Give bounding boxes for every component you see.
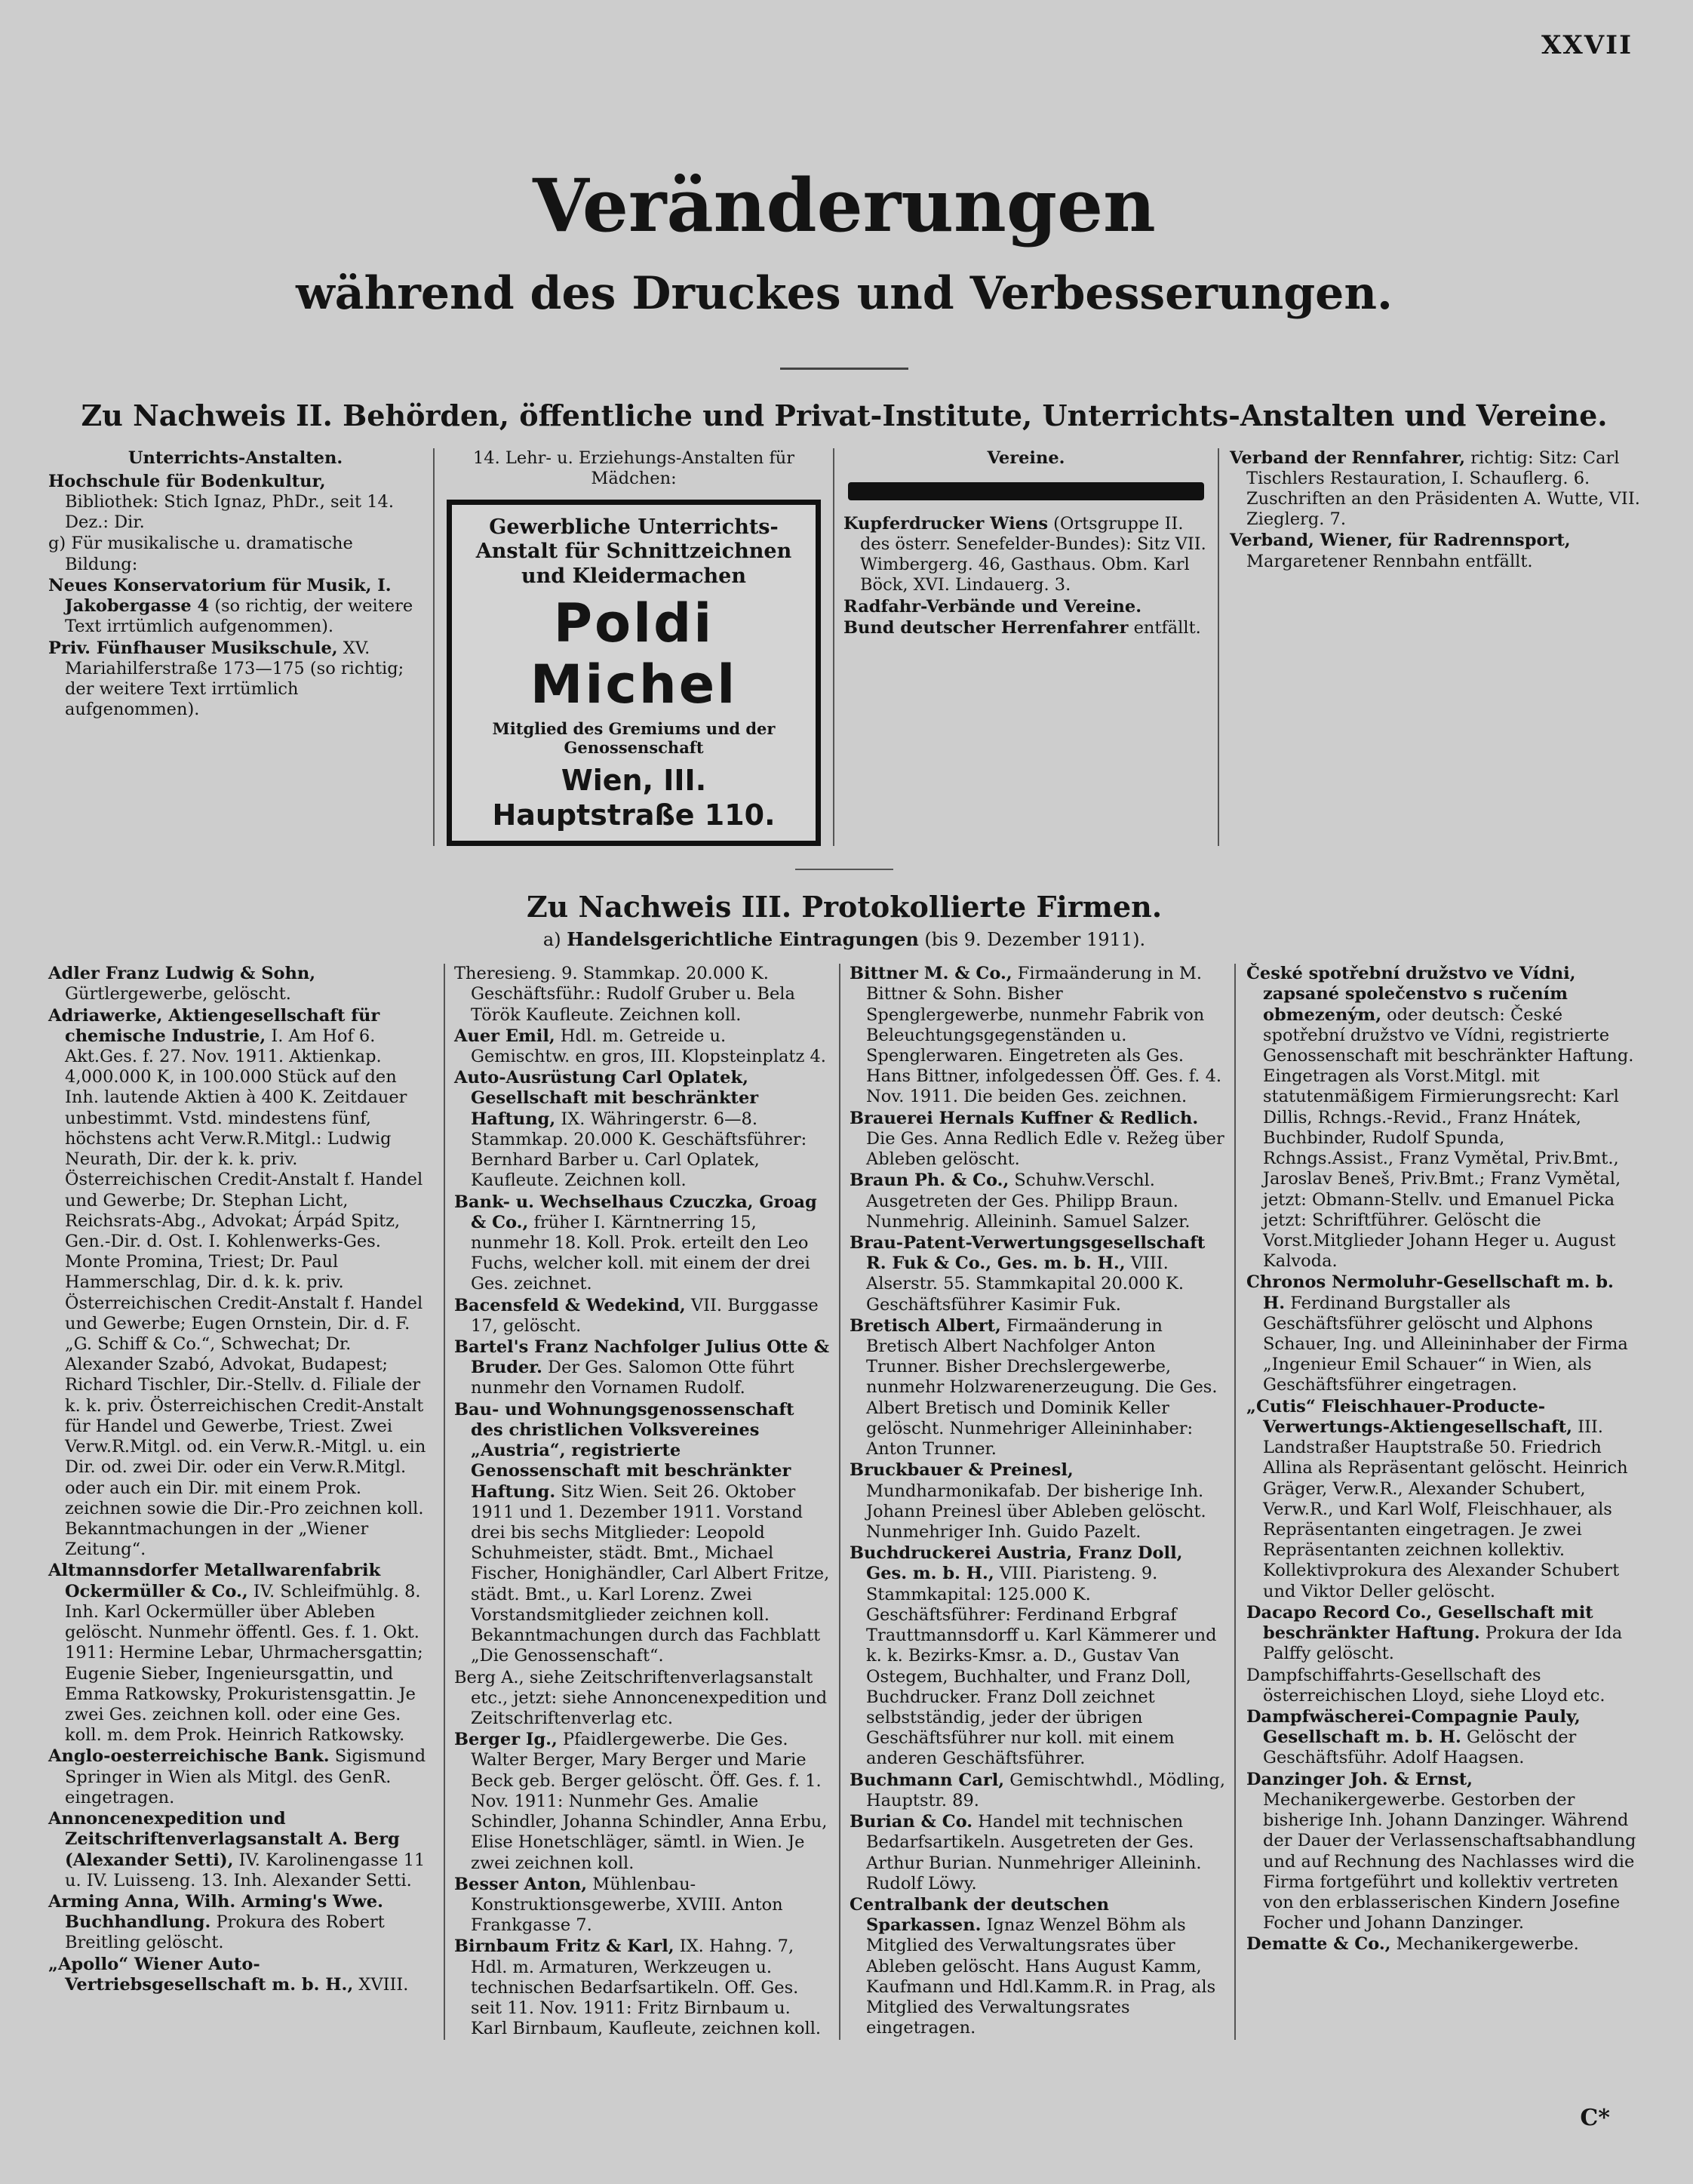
- entry: [454, 1730, 830, 1874]
- entry: [850, 1543, 1225, 1769]
- entry-text: XV. Mariahilferstraße 173—175 (so richtig; der weitere Text irrtümlich aufgenommen).: [65, 638, 404, 720]
- entry-list: [48, 964, 435, 1995]
- entry: [850, 1170, 1225, 1232]
- entry-text: Mühlenbau-Konstruktionsgewerbe, XVIII. Anton Frankgasse 7.: [471, 1874, 783, 1936]
- entry: [850, 1316, 1225, 1460]
- entry: [48, 1809, 435, 1891]
- entry: [850, 964, 1225, 1108]
- entry-text: IV. Karolinengasse 11 u. IV. Luisseng. 13. Inh. Alexander Setti.: [65, 1850, 426, 1890]
- entry: [454, 1296, 830, 1337]
- entry-name: Hochschule für Bodenkultur,: [48, 471, 326, 491]
- entry-name: Burian & Co.: [850, 1812, 973, 1832]
- entry-name: Adler Franz Ludwig & Sohn,: [48, 964, 316, 984]
- ad-line-3: Mitglied des Gremiums und der Genossenschaft: [492, 719, 776, 758]
- divider: [795, 869, 893, 870]
- entry-text: Mundharmonikafab. Der bisherige Inh. Johann Preinesl über Ableben gelöscht. Nunmehriger Inh. Guido Pazelt.: [866, 1481, 1206, 1543]
- entry-text: Pfaidlergewerbe. Die Ges. Walter Berger, Mary Berger und Marie Beck geb. Berger gelöscht. Öff. Ges. f. 1. Nov. 1911: Nunmehr Ges. Amalie Schindler, Johanna Schindler, Anna Erbu, Elise Honetschläger, sämtl. in Wien. Je zwei zeichnen koll.: [471, 1730, 828, 1873]
- entry-text: IX. Hahng. 7, Hdl. m. Armaturen, Werkzeugen u. technischen Bedarfsartikeln. Off. Ges. seit 11. Nov. 1911: Fritz Birnbaum u. Karl Birnbaum, Kaufleute, zeichnen koll.: [471, 1936, 822, 2039]
- black-bar: [848, 482, 1204, 500]
- entry: [454, 1337, 830, 1399]
- entry-name: České spotřební družstvo ve Vídni, zapsané společenstvo s ručením obmezeným,: [1246, 964, 1576, 1025]
- entry-name: Dacapo Record Co., Gesellschaft mit beschränkter Haftung.: [1246, 1602, 1593, 1644]
- page-subtitle: während des Druckes und Verbesserungen.: [296, 267, 1393, 320]
- section-2-col-2: [433, 448, 833, 846]
- entry-name: Buchdruckerei Austria, Franz Doll, Ges. m. b. H.,: [850, 1543, 1183, 1584]
- entry: [843, 597, 1209, 617]
- entry: [48, 534, 422, 574]
- entry-name: Bruckbauer & Preinesl,: [850, 1460, 1074, 1481]
- entry: [454, 1026, 830, 1067]
- entry-name: Besser Anton,: [454, 1874, 588, 1894]
- column-heading: 14. Lehr- u. Erziehungs-Anstalten für Mädchen:: [472, 448, 795, 488]
- entry-text: Prokura der Ida Palffy gelöscht.: [1263, 1623, 1623, 1664]
- entry-list: [1230, 448, 1640, 572]
- entry-text: (Ortsgruppe II. des österr. Senefelder-Bundes): Sitz VII. Wimbergerg. 46, Gasthaus. Obm. Karl Böck, XVI. Lindauerg. 3.: [860, 513, 1206, 595]
- entry-name: Auto-Ausrüstung Carl Oplatek, Gesellschaft mit beschränkter Haftung,: [454, 1068, 759, 1129]
- entry: [1246, 1272, 1640, 1395]
- entry-name: Braun Ph. & Co.,: [850, 1170, 1009, 1191]
- entry: [843, 514, 1209, 596]
- entry-text: XVIII.: [353, 1974, 409, 1995]
- entry-text: III. Landstraßer Hauptstraße 50. Friedrich Allina als Repräsentant gelöscht. Heinrich Gräger, Verw.R., Alexander Schubert, Verw.R., und Karl Wolf, Fleischhauer, als Repräsentanten eingetragen. Je zwei Repräsentanten zeichnen kollektiv. Kollektivprokura des Alexander Schubert und Viktor Deller gelöscht.: [1263, 1417, 1628, 1601]
- entry-text: Dampfschiffahrts-Gesellschaft des österreichischen Lloyd, siehe Lloyd etc.: [1246, 1665, 1605, 1706]
- entry-name: Anglo-oesterreichische Bank.: [48, 1746, 330, 1767]
- subheading-prefix: a): [542, 929, 561, 951]
- entry: [454, 964, 830, 1026]
- entry: [48, 1955, 435, 1995]
- entry-name: Brau-Patent-Verwertungsgesellschaft R. Fuk & Co., Ges. m. b. H.,: [850, 1232, 1206, 1274]
- entry-name: Bund deutscher Herrenfahrer: [843, 617, 1129, 638]
- entry: [850, 1812, 1225, 1894]
- entry-text: Hdl. m. Getreide u. Gemischtw. en gros, III. Klopsteinplatz 4.: [471, 1026, 826, 1066]
- entry: [1246, 1934, 1640, 1955]
- entry-text: VII. Burggasse 17, gelöscht.: [471, 1295, 819, 1336]
- entry-text: Sitz Wien. Seit 26. Oktober 1911 und 1. Dezember 1911. Vorstand drei bis sechs Mitglieder: Leopold Schuhmeister, städt. Bmt., Michael Fischer, Honighändler, Carl Albert Fritze, städt. Bmt., u. Karl Lorenz. Zwei Vorstandsmitglieder zeichnen koll. Bekanntmachungen durch das Fachblatt „Die Genossenschaft“.: [471, 1481, 830, 1666]
- entry-name: Neues Konservatorium für Musik, I. Jakobergasse 4: [48, 575, 392, 617]
- entry-text: Firmaänderung in M. Bittner & Sohn. Bisher Spenglergewerbe, nunmehr Fabrik von Beleuchtungsgegenständen u. Spenglerwaren. Eingetreten als Ges. Hans Bittner, infolgedessen Öff. Ges. f. 4. Nov. 1911. Die beiden Ges. zeichnen.: [866, 964, 1222, 1107]
- entry-name: Bartel's Franz Nachfolger Julius Otte & Bruder.: [454, 1337, 830, 1378]
- section-2-col-1: [48, 448, 433, 846]
- entry-text: Mechanikergewerbe.: [1390, 1934, 1579, 1955]
- section-2-columns: [48, 448, 1640, 846]
- column-heading: Vereine.: [987, 448, 1065, 468]
- section-2-col-3: [833, 448, 1218, 846]
- entry: [48, 1746, 435, 1808]
- entry-name: „Apollo“ Wiener Auto-Vertriebsgesellschaft m. b. H.,: [48, 1954, 354, 1995]
- entry-list: [850, 964, 1225, 2038]
- section-3-col-2: [444, 964, 839, 2040]
- entry-name: Bau- und Wohnungsgenossenschaft des christlichen Volksvereines „Austria“, registrierte Genossenschaft mit beschränkter Haftung.: [454, 1399, 794, 1502]
- entry-name: Verband, Wiener, für Radrennsport,: [1230, 531, 1571, 551]
- entry-text: Berg A., siehe Zeitschriftenverlagsanstalt etc., jetzt: siehe Annoncenexpedition und Zeitschriftenverlag etc.: [454, 1667, 828, 1728]
- entry-text: Ferdinand Burgstaller als Geschäftsführer gelöscht und Alphons Schauer, Ing. und Alleininhaber der Firma „Ingenieur Emil Schauer“ in Wien, als Geschäftsführer eingetragen.: [1263, 1293, 1628, 1395]
- entry-name: Arming Anna, Wilh. Arming's Wwe. Buchhandlung.: [48, 1891, 383, 1933]
- entry-name: Verband der Rennfahrer,: [1230, 448, 1466, 468]
- entry: [48, 472, 422, 534]
- entry: [850, 1770, 1225, 1811]
- footer-mark: C*: [1580, 2105, 1610, 2131]
- entry-name: Bittner M. & Co.,: [850, 964, 1012, 984]
- entry: [1246, 1707, 1640, 1769]
- entry-text: richtig: Sitz: Carl Tischlers Restauration, I. Schauflerg. 6. Zuschriften an den Präsidenten A. Wutte, VII. Zieglerg. 7.: [1246, 448, 1640, 530]
- entry: [454, 1668, 830, 1730]
- entry-text: Der Ges. Salomon Otte führt nunmehr den Vornamen Rudolf.: [471, 1358, 794, 1398]
- entry: [850, 1895, 1225, 2039]
- entry: [1230, 448, 1640, 531]
- entry-name: Chronos Nermoluhr-Gesellschaft m. b. H.: [1246, 1272, 1614, 1313]
- entry-list: [48, 472, 422, 721]
- page-number: XXVII: [1541, 30, 1633, 60]
- entry-text: Margaretener Rennbahn entfällt.: [1246, 551, 1533, 571]
- advertisement: [447, 500, 821, 845]
- entry: [850, 1233, 1225, 1315]
- entry-text: entfällt.: [1128, 617, 1201, 638]
- section-3-heading: Zu Nachweis III. Protokollierte Firmen.: [526, 889, 1163, 924]
- entry: [1246, 1666, 1640, 1706]
- subheading-bold: Handelsgerichtliche Eintragungen: [567, 928, 919, 951]
- entry-text: Schuhw.Verschl. Ausgetreten der Ges. Philipp Braun. Nunmehrig. Alleininh. Samuel Salzer.: [866, 1170, 1191, 1232]
- entry-name: Centralbank der deutschen Sparkassen.: [850, 1894, 1109, 1936]
- section-3-col-3: [839, 964, 1234, 2040]
- entry: [48, 576, 422, 638]
- entry-name: Kupferdrucker Wiens: [843, 513, 1048, 534]
- section-2-col-4: [1218, 448, 1640, 846]
- entry: [850, 1109, 1225, 1170]
- ad-name: Poldi Michel: [530, 592, 738, 715]
- entry-text: oder deutsch: České spotřební družstvo ve Vídni, registrierte Genossenschaft mit beschränkter Haftung. Eingetragen als Vorst.Mitgl. mit statutenmäßigem Firmierungsrecht: Karl Dillis, Rchngs.-Revid., Franz Hnátek, Buchbinder, Rudolf Spunda, Rchngs.Assist., Franz Vymětal, Priv.Bmt., Jaroslav Beneš, Priv.Bmt.; Franz Vymětal, jetzt: Obmann-Stellv. und Emanuel Picka jetzt: Schriftführer. Gelöscht die Vorst.Mitglieder Johann Heger u. August Kalvoda.: [1263, 1004, 1634, 1272]
- section-3-columns: [48, 964, 1640, 2040]
- entry-name: Adriawerke, Aktiengesellschaft für chemische Industrie,: [48, 1005, 380, 1046]
- entry: [48, 1892, 435, 1954]
- entry-name: Bank- u. Wechselhaus Czuczka, Groag & Co.,: [454, 1192, 817, 1232]
- entry: [454, 1936, 830, 2039]
- entry-text: I. Am Hof 6. Akt.Ges. f. 27. Nov. 1911. Aktienkap. 4,000.000 K, in 100.000 Stück auf den Inh. lautende Aktien à 400 K. Zeitdauer unbestimmt. Vstd. mindestens fünf, höchstens acht Verw.R.Mitgl.: Ludwig Neurath, Dir. der k. k. priv. Österreichischen Credit-Anstalt f. Handel und Gewerbe; Dr. Stephan Licht, Reichsrats-Abg., Advokat; Árpád Spitz, Gen.-Dir. d. Ost. I. Kohlenwerks-Ges. Monte Promina, Triest; Dr. Paul Hammerschlag, Dir. d. k. k. priv. Österreichischen Credit-Anstalt f. Handel und Gewerbe; Eugen Ornstein, Dir. d. F. „G. Schiff & Co.“, Schwechat; Dr. Alexander Szabó, Advokat, Budapest; Richard Tischler, Dir.-Stellv. d. Filiale der k. k. priv. Österreichischen Credit-Anstalt für Handel und Gewerbe, Triest. Zwei Verw.R.Mitgl. od. ein Verw.R.-Mitgl. u. ein Dir. od. zwei Dir. oder ein Verw.R.Mitgl. oder auch ein Dir. mit einem Prok. zeichnen sowie die Dir.-Pro zeichnen koll. Bekanntmachungen in der „Wiener Zeitung“.: [65, 1026, 426, 1560]
- section-3-subheading: [48, 928, 1640, 950]
- entry: [1230, 531, 1640, 571]
- entry-text: Handel mit technischen Bedarfsartikeln. Ausgetreten der Ges. Arthur Burian. Nunmehriger Alleininh. Rudolf Löwy.: [866, 1812, 1202, 1893]
- entry-list: [843, 514, 1209, 638]
- entry-text: IX. Währingerstr. 6—8. Stammkap. 20.000 K. Geschäftsführer: Bernhard Barber u. Carl Oplatek, Kaufleute. Zeichnen koll.: [471, 1109, 807, 1191]
- entry: [454, 1068, 830, 1191]
- entry-name: Berger Ig.,: [454, 1730, 558, 1750]
- entry-name: Birnbaum Fritz & Karl,: [454, 1936, 674, 1957]
- entry-name: Auer Emil,: [454, 1026, 555, 1046]
- entry-text: Gelöscht der Geschäftsführ. Adolf Haagsen.: [1263, 1727, 1577, 1768]
- entry-name: Altmannsdorfer Metallwarenfabrik Ockermüller & Co.,: [48, 1561, 381, 1601]
- entry-name: Bacensfeld & Wedekind,: [454, 1295, 686, 1315]
- ad-address: Wien, III. Hauptstraße 110.: [492, 763, 776, 832]
- entry-text: früher I. Kärntnerring 15, nunmehr 18. Koll. Prok. erteilt den Leo Fuchs, welcher koll. mit einem der drei Ges. zeichnet.: [471, 1212, 810, 1294]
- entry-text: (so richtig, der weitere Text irrtümlich aufgenommen).: [65, 596, 413, 637]
- entry-name: Buchmann Carl,: [850, 1770, 1005, 1790]
- entry-text: Mechanikergewerbe. Gestorben der bisherige Inh. Johann Danzinger. Während der Dauer der Verlassenschaftsabhandlung und auf Rechnung des Nachlasses wird die Firma fortgeführt und kollektiv vertreten von den erblasserischen Kindern Josefine Focher und Johann Danzinger.: [1263, 1789, 1636, 1933]
- entry-text: Sigismund Springer in Wien als Mitgl. des GenR. eingetragen.: [65, 1746, 426, 1807]
- entry-name: Brauerei Hernals Kuffner & Redlich.: [850, 1108, 1199, 1128]
- entry-text: Gürtlergewerbe, gelöscht.: [65, 984, 291, 1004]
- entry-name: Danzinger Joh. & Ernst,: [1246, 1769, 1473, 1789]
- entry-name: „Cutis“ Fleischhauer-Producte-Verwertungs-Aktiengesellschaft,: [1246, 1396, 1572, 1437]
- entry: [48, 1006, 435, 1561]
- entry-text: Firmaänderung in Bretisch Albert Nachfolger Anton Trunner. Bisher Drechslergewerbe, nunmehr Holzwarenerzeugung. Die Ges. Albert Bretisch und Dominik Keller gelöscht. Nunmehriger Alleininhaber: Anton Trunner.: [866, 1315, 1218, 1460]
- entry-name: Radfahr-Verbände und Vereine.: [843, 596, 1142, 617]
- entry-text: Gemischtwhdl., Mödling, Hauptstr. 89.: [866, 1770, 1225, 1810]
- entry-text: IV. Schleifmühlg. 8. Inh. Karl Ockermüller über Ableben gelöscht. Nunmehr öffentl. Ges. f. 1. Okt. 1911: Hermine Lebar, Uhrmachersgattin; Eugenie Sieber, Ingenieursgattin, und Emma Ratkowsky, Prokuristensgattin. Je zwei Ges. zeichnen koll. oder eine Ges. koll. m. dem Prok. Heinrich Ratkowsky.: [65, 1581, 423, 1746]
- entry-name: Dampfwäscherei-Compagnie Pauly, Gesellschaft m. b. H.: [1246, 1706, 1581, 1748]
- entry: [1246, 964, 1640, 1272]
- entry-text: VIII. Piaristeng. 9. Stammkapital: 125.000 K. Geschäftsführer: Ferdinand Erbgraf Trauttmannsdorff u. Karl Kämmerer und k. k. Bezirks-Kmsr. a. D., Gustav Van Ostegem, Buchhalter, und Franz Doll, Buchdrucker. Franz Doll zeichnet selbstständig, jeder der übrigen Geschäftsführer nur koll. mit einem anderen Geschäftsführer.: [866, 1564, 1217, 1769]
- entry-list: [1246, 964, 1640, 1955]
- entry-text: Ignaz Wenzel Böhm als Mitglied des Verwaltungsrates über Ableben gelöscht. Hans August Kamm, Kaufmann und Hdl.Kamm.R. in Prag, als Mitglied des Verwaltungsrates eingetragen.: [866, 1915, 1216, 2038]
- entry-name: Bretisch Albert,: [850, 1315, 1001, 1336]
- entry: [843, 618, 1209, 638]
- entry: [48, 1561, 435, 1746]
- section-3-col-4: [1234, 964, 1640, 2040]
- entry-text: Die Ges. Anna Redlich Edle v. Režeg über Ableben gelöscht.: [866, 1128, 1224, 1170]
- section-2-heading: Zu Nachweis II. Behörden, öffentliche und Privat-Institute, Unterrichts-Anstalten und Vereine.: [81, 398, 1608, 432]
- entry-name: Priv. Fünfhauser Musikschule,: [48, 638, 338, 658]
- entry: [850, 1460, 1225, 1543]
- page-title: Veränderungen: [533, 163, 1156, 248]
- entry: [1246, 1603, 1640, 1665]
- entry-text: Theresieng. 9. Stammkap. 20.000 K. Geschäftsführ.: Rudolf Gruber u. Bela Török Kaufleute. Zeichnen koll.: [454, 964, 795, 1025]
- entry: [454, 1192, 830, 1295]
- entry: [454, 1400, 830, 1667]
- entry: [1246, 1770, 1640, 1934]
- entry: [48, 964, 435, 1004]
- entry-name: Annoncenexpedition und Zeitschriftenverlagsanstalt A. Berg (Alexander Setti),: [48, 1809, 400, 1870]
- entry-text: g) Für musikalische u. dramatische Bildung:: [48, 534, 353, 574]
- entry-text: Bibliothek: Stich Ignaz, PhDr., seit 14. Dez.: Dir.: [65, 492, 394, 533]
- ad-line-1: Gewerbliche Unterrichts-Anstalt für Schnittzeichnen und Kleidermachen: [475, 515, 792, 588]
- entry: [48, 638, 422, 721]
- section-3-col-1: [48, 964, 444, 2040]
- divider: [780, 368, 908, 370]
- column-heading: Unterrichts-Anstalten.: [128, 448, 343, 468]
- entry-name: Dematte & Co.,: [1246, 1934, 1391, 1955]
- entry: [454, 1875, 830, 1936]
- entry-list: [454, 964, 830, 2039]
- entry-text: VIII. Alserstr. 55. Stammkapital 20.000 K. Geschäftsführer Kasimir Fuk.: [866, 1253, 1184, 1315]
- subheading-suffix: (bis 9. Dezember 1911).: [924, 929, 1146, 951]
- entry-text: Prokura des Robert Breitling gelöscht.: [65, 1912, 385, 1953]
- entry: [1246, 1397, 1640, 1602]
